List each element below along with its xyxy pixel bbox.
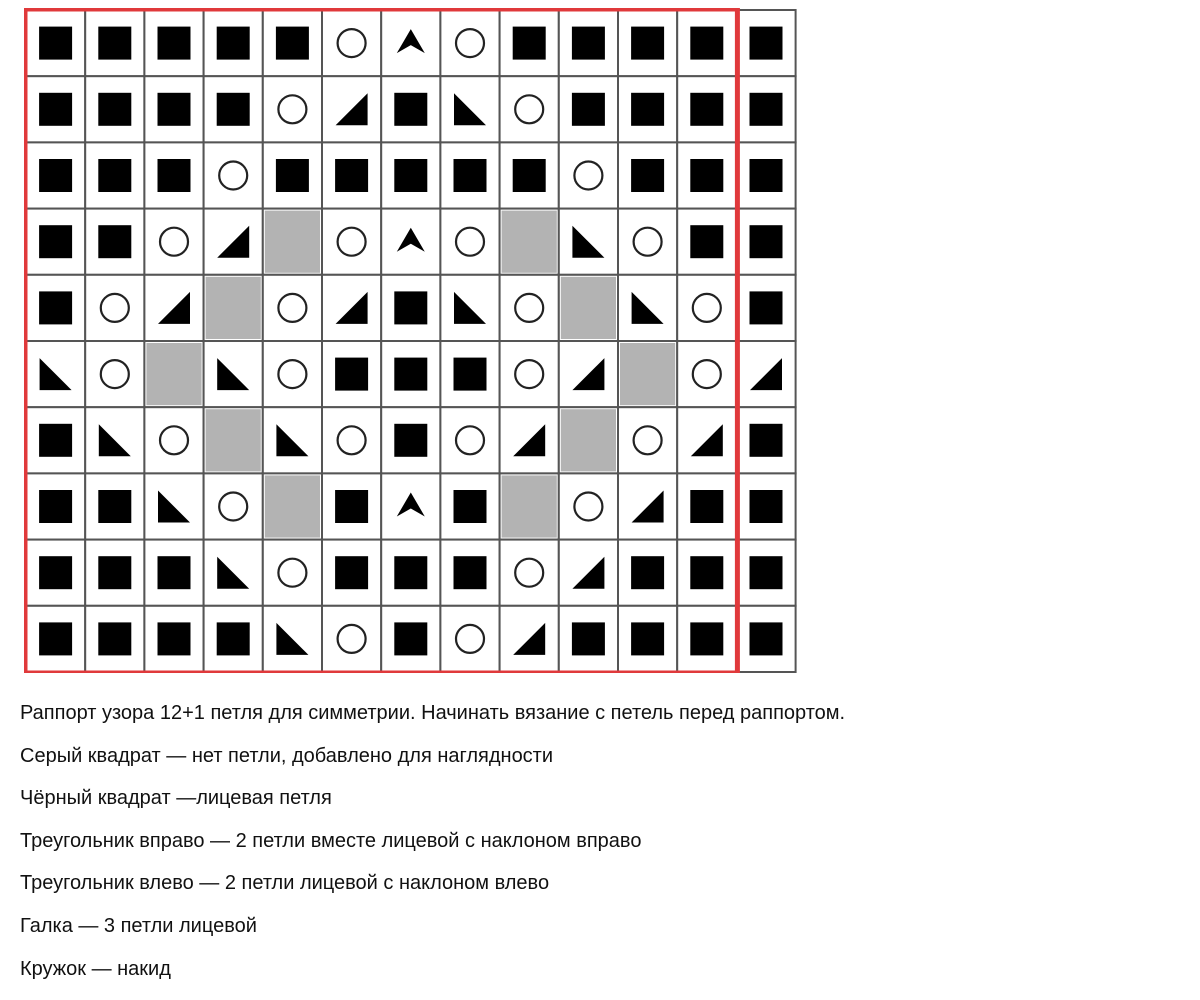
knit-square — [39, 159, 72, 192]
chart-cell — [263, 275, 322, 341]
legend-black-square: Чёрный квадрат —лицевая петля — [20, 787, 332, 810]
knitting-chart-grid — [24, 8, 804, 673]
no-stitch-square — [620, 343, 675, 405]
chart-cell — [440, 606, 499, 672]
knit-square — [39, 225, 72, 258]
knit-square — [39, 93, 72, 126]
knit-square — [631, 93, 664, 126]
chart-cell — [677, 341, 736, 407]
knit-square — [750, 622, 783, 655]
knit-square — [631, 27, 664, 60]
chart-cell — [322, 407, 381, 473]
chart-cell — [500, 341, 559, 407]
knit-square — [394, 291, 427, 324]
chart-cell — [559, 142, 618, 208]
knit-square — [335, 490, 368, 523]
chart-cell — [204, 142, 263, 208]
chart-cell — [322, 76, 381, 142]
chart-cell — [500, 76, 559, 142]
chart-cell — [144, 407, 203, 473]
knit-square — [276, 27, 309, 60]
chart-cell — [677, 275, 736, 341]
no-stitch-square — [561, 409, 616, 471]
knit-square — [158, 93, 191, 126]
knit-square — [217, 622, 250, 655]
knit-square — [572, 27, 605, 60]
no-stitch-square — [561, 277, 616, 339]
chart-cell — [559, 473, 618, 539]
knit-square — [394, 159, 427, 192]
knit-square — [750, 225, 783, 258]
knit-square — [39, 490, 72, 523]
knit-square — [454, 490, 487, 523]
knit-square — [276, 159, 309, 192]
chart-cell — [322, 606, 381, 672]
knit-square — [217, 27, 250, 60]
knit-square — [158, 27, 191, 60]
knit-square — [394, 358, 427, 391]
knit-square — [98, 27, 131, 60]
chart-cell — [322, 209, 381, 275]
knit-square — [690, 27, 723, 60]
knit-square — [750, 291, 783, 324]
knit-square — [454, 159, 487, 192]
chart-cell — [500, 540, 559, 606]
knit-square — [217, 93, 250, 126]
knit-square — [513, 159, 546, 192]
legend-triangle-right: Треугольник вправо — 2 петли вместе лицевой с наклоном вправо — [20, 829, 642, 852]
no-stitch-square — [146, 343, 201, 405]
chart-cell — [263, 540, 322, 606]
knit-square — [98, 159, 131, 192]
knit-square — [39, 622, 72, 655]
knit-square — [98, 622, 131, 655]
knit-square — [335, 556, 368, 589]
legend — [20, 700, 1180, 998]
chart-cell — [618, 209, 677, 275]
knit-square — [98, 490, 131, 523]
legend-triangle-left: Треугольник влево — 2 петли лицевой с наклоном влево — [20, 872, 550, 895]
knit-square — [98, 93, 131, 126]
chart-cell — [322, 10, 381, 76]
knit-square — [572, 93, 605, 126]
knit-square — [39, 556, 72, 589]
knit-square — [335, 159, 368, 192]
chart-cell — [559, 540, 618, 606]
knit-square — [513, 27, 546, 60]
knit-square — [750, 490, 783, 523]
no-stitch-square — [265, 475, 320, 537]
knit-square — [158, 556, 191, 589]
knit-square — [750, 93, 783, 126]
knit-square — [750, 556, 783, 589]
knit-square — [39, 291, 72, 324]
knit-square — [631, 159, 664, 192]
knit-square — [690, 622, 723, 655]
knit-square — [335, 358, 368, 391]
legend-gray-square: Серый квадрат — нет петли, добавлено для наглядности — [20, 744, 554, 767]
knit-square — [631, 622, 664, 655]
knit-square — [394, 556, 427, 589]
no-stitch-square — [206, 277, 261, 339]
chart-cell — [440, 209, 499, 275]
chart-cell — [440, 407, 499, 473]
no-stitch-square — [502, 475, 557, 537]
chart-cell — [85, 341, 144, 407]
knit-square — [454, 358, 487, 391]
knit-square — [158, 622, 191, 655]
knit-square — [750, 27, 783, 60]
chart-cell — [440, 76, 499, 142]
knit-square — [454, 556, 487, 589]
no-stitch-square — [265, 211, 320, 273]
knit-square — [394, 93, 427, 126]
knit-square — [690, 225, 723, 258]
no-stitch-square — [502, 211, 557, 273]
knit-square — [631, 556, 664, 589]
knit-square — [690, 93, 723, 126]
knit-square — [750, 159, 783, 192]
chart-cell — [204, 473, 263, 539]
knit-square — [39, 27, 72, 60]
chart-cell — [85, 275, 144, 341]
chart-cell — [500, 275, 559, 341]
knit-square — [39, 424, 72, 457]
knit-square — [394, 424, 427, 457]
knit-square — [690, 159, 723, 192]
repeat-description: Раппорт узора 12+1 петля для симметрии. Начинать вязание с петель перед раппортом. — [20, 702, 846, 724]
knit-square — [690, 556, 723, 589]
chart-cell — [263, 341, 322, 407]
chart-cell — [204, 540, 263, 606]
chart-cell — [618, 407, 677, 473]
chart-cell — [263, 76, 322, 142]
chart-cell — [440, 10, 499, 76]
knit-square — [572, 622, 605, 655]
no-stitch-square — [206, 409, 261, 471]
knit-square — [394, 622, 427, 655]
knit-square — [158, 159, 191, 192]
knit-square — [750, 424, 783, 457]
chart-cell — [144, 209, 203, 275]
knit-square — [98, 225, 131, 258]
legend-circle: Кружок — накид — [20, 957, 171, 980]
knitting-chart — [24, 8, 804, 673]
knit-square — [690, 490, 723, 523]
legend-chevron: Галка — 3 петли лицевой — [20, 914, 257, 937]
knit-square — [98, 556, 131, 589]
